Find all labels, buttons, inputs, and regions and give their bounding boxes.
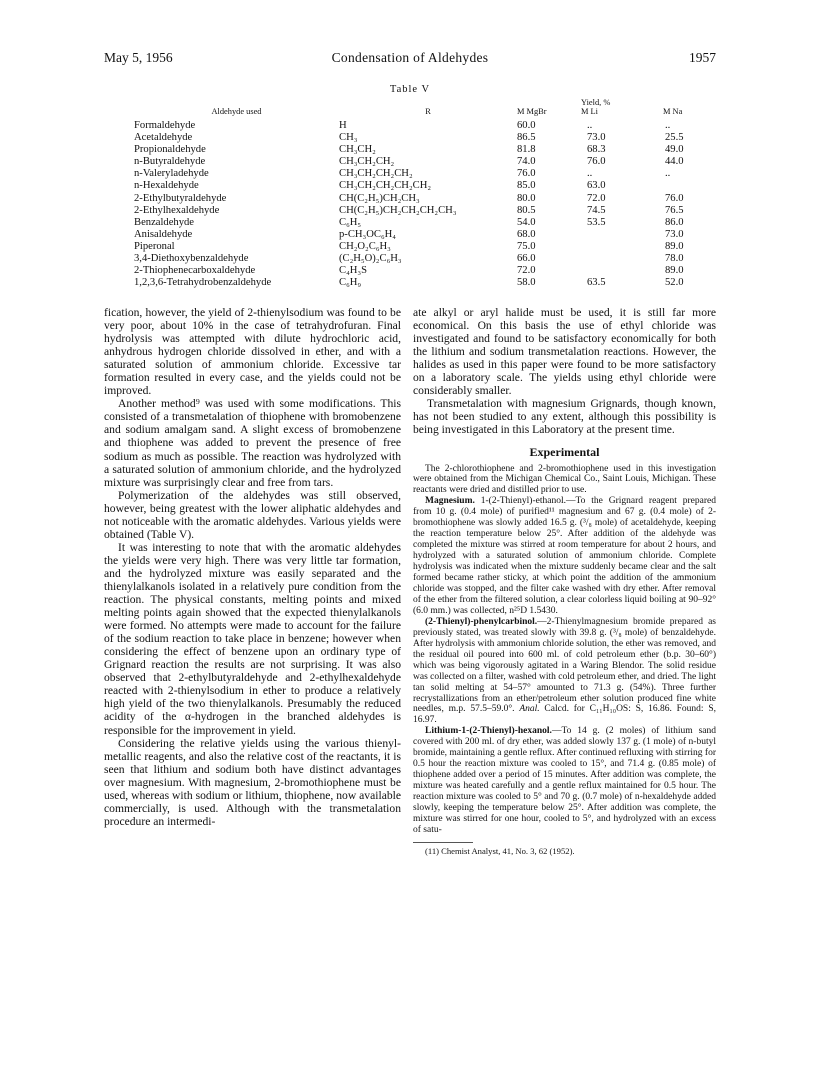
cell-na: 89.0	[665, 240, 684, 252]
header-page-number: 1957	[689, 50, 716, 65]
cell-li: 53.5	[587, 216, 606, 228]
cell-aldehyde: 2-Ethylhexaldehyde	[134, 204, 220, 216]
cell-li: 63.0	[587, 180, 606, 192]
cell-r: CH₂O₂C₆H₃	[339, 240, 391, 252]
cell-li: 74.5	[587, 204, 606, 216]
cell-aldehyde: Anisaldehyde	[134, 228, 193, 240]
cell-na: 76.5	[665, 204, 684, 216]
table-row	[134, 180, 722, 192]
cell-mgbr: 66.0	[517, 252, 536, 264]
cell-aldehyde: Piperonal	[134, 240, 175, 252]
cell-mgbr: 80.5	[517, 204, 536, 216]
table-row	[134, 229, 722, 241]
cell-li: 68.3	[587, 144, 606, 156]
cell-li: 73.0	[587, 132, 606, 144]
paragraph: The 2-chlorothiophene and 2-bromothiophene used in this investigation were obtained from the Michigan Chemical Co., Saint Louis, Michigan. These reactants were dried and distilled prior to use.	[413, 463, 716, 496]
left-column	[104, 306, 401, 828]
cell-li	[581, 229, 657, 241]
cell-mgbr: 80.0	[517, 192, 536, 204]
cell-mgbr: 86.5	[517, 132, 536, 144]
cell-li	[581, 265, 657, 277]
table-row	[134, 277, 722, 289]
paragraph: Transmetalation with magnesium Grignards, though known, has not been studied to any extent, although this possibility is being investigated in this Laboratory at the present time.	[413, 397, 716, 437]
cell-li: 72.0	[587, 192, 606, 204]
cell-r: C₆H₅	[339, 216, 362, 228]
cell-na	[657, 180, 722, 192]
cell-li: ..	[587, 120, 593, 132]
cell-aldehyde: 3,4-Diethoxybenzaldehyde	[134, 252, 249, 264]
cell-na: 25.5	[665, 132, 684, 144]
cell-na: 78.0	[665, 252, 684, 264]
table-row	[134, 168, 722, 180]
cell-mgbr: 72.0	[517, 264, 536, 276]
header-yield-label: Yield, %	[581, 98, 611, 107]
table-row	[134, 241, 722, 253]
cell-aldehyde: n-Hexaldehyde	[134, 180, 199, 192]
table-row	[134, 132, 722, 144]
table-row	[134, 265, 722, 277]
paragraph: Lithium-1-(2-Thienyl)-hexanol.—To 14 g. (2 moles) of lithium sand covered with 200 ml. of dry ether, was added slowly 137 g. (1 mole) of n-butyl bromide, maintaining a gentle reflux. After continued refluxing with stirring for 0.5 hour the reaction mixture was cooled to 15°, and 71.4 g. (0.85 mole) of thiophene added over a period of 15 minutes. After addition was complete, the mixture was heated carefully and a gentle reflux maintained for 0.5 hour. The reaction mixture was cooled to 5° and 70 g. (0.7 mole) of n-hexaldehyde added slowly, keeping the temperature below 25°. After addition was complete, the mixture was stirred for one hour, cooled to 5°, and hydrolyzed with an excess of satu-	[413, 726, 716, 835]
cell-na: 52.0	[665, 277, 684, 289]
cell-r: CH(C₂H₅)CH₂CH₃	[339, 192, 420, 204]
cell-r: CH₃CH₂CH₂CH₂CH₂	[339, 180, 432, 192]
paragraph: fication, however, the yield of 2-thienylsodium was found to be very poor, about 10% in the case of tetrahydrofuran. Final hydrolysis was attempted with dilute hydrochloric acid, anhydrous hydrogen chloride dissolved in ether, and with a saturated solution of ammonium chloride. Excessive tar formation resulted in every case, and the yields could not be improved.	[104, 306, 401, 398]
cell-mgbr: 76.0	[517, 168, 536, 180]
cell-li: 76.0	[587, 156, 606, 168]
table-title: Table V	[389, 84, 431, 95]
subheading: Lithium-1-(2-Thienyl)-hexanol.	[425, 726, 552, 737]
cell-na: ..	[665, 120, 671, 132]
header-title: Condensation of Aldehydes	[331, 50, 489, 65]
cell-mgbr: 75.0	[517, 240, 536, 252]
cell-aldehyde: n-Butyraldehyde	[134, 156, 206, 168]
cell-na: ..	[665, 168, 671, 180]
cell-na: 89.0	[665, 264, 684, 276]
cell-aldehyde: n-Valeryladehyde	[134, 168, 209, 180]
cell-mgbr: 74.0	[517, 156, 536, 168]
cell-li	[581, 241, 657, 253]
cell-li	[581, 253, 657, 265]
table-row	[134, 192, 722, 204]
header-mgbr: M MgBr	[517, 106, 547, 116]
paragraph: (2-Thienyl)-phenylcarbinol.—2-Thienylmagnesium bromide prepared as previously stated, was treated slowly with 39.8 g. (³/₈ mole) of benzaldehyde. After hydrolysis with ammonium chloride solution, the ether was removed, and the residual oil poured into 600 ml. of cold petroleum ether (b.p. 30–60°) which was being vigorously agitated in a Waring Blendor. The solid residue was collected on a filter, washed with cold petroleum ether, and dried. The light tan solid melting at 54–57° amounted to 71.3 g. (54%). Three further recrystallizations from an ether/petroleum ether solution produced fine white needles, m.p. 57.5–59.0°. Anal. Calcd. for C₁₁H₁₀OS: S, 16.86. Found: S, 16.97.	[413, 616, 716, 726]
cell-r: H	[339, 120, 347, 132]
table-row	[134, 120, 722, 132]
table-body	[134, 120, 722, 289]
cell-r: CH(C₂H₅)CH₂CH₂CH₂CH₃	[339, 204, 457, 216]
cell-mgbr: 85.0	[517, 180, 536, 192]
cell-aldehyde: 1,2,3,6-Tetrahydrobenzaldehyde	[134, 277, 272, 289]
running-header	[104, 50, 716, 70]
right-column	[413, 306, 716, 857]
cell-na: 49.0	[665, 144, 684, 156]
cell-aldehyde: Benzaldehyde	[134, 216, 195, 228]
header-date: May 5, 1956	[104, 50, 173, 65]
paragraph: It was interesting to note that with the aromatic aldehydes the yields were very high. There was very little tar formation, and the hydrolyzed mixture was easily separated and the thienylalkanols isolated in a relatively pure condition from the reaction. The physical constants, melting points and mixed melting points again showed that the expected thienylalkanols were formed. No attempts were made to account for the failure of the sodium reaction to take place in benzene; however when considering the effect of benzene upon an ordinary type of Grignard reaction the results are not surprising. It was also observed that 2-ethylbutyraldehyde and 2-ethylhexaldehyde reacted with 2-thienylsodium in ether to produce a relatively high yield of the two thienylalkanols. Presumably the reduced acidity of the α-hydrogen in the branched aldehydes is responsible for the improvement in yield.	[104, 540, 401, 737]
cell-na: 73.0	[665, 228, 684, 240]
table-row	[134, 144, 722, 156]
paragraph: Polymerization of the aldehydes was still observed, however, being greatest with the lower aliphatic aldehydes and not noticeable with the aromatic aldehydes. Various yields were obtained (Table V).	[104, 488, 401, 541]
header-na: M Na	[663, 106, 683, 116]
experimental-section	[413, 464, 716, 857]
cell-mgbr: 54.0	[517, 216, 536, 228]
cell-li: 63.5	[587, 277, 606, 289]
table-row	[134, 205, 722, 217]
cell-r: C₄H₃S	[339, 264, 367, 276]
cell-mgbr: 58.0	[517, 277, 536, 289]
cell-r: CH₃CH₂	[339, 144, 376, 156]
cell-r: CH₃	[339, 132, 358, 144]
yield-table	[134, 99, 722, 289]
cell-aldehyde: 2-Ethylbutyraldehyde	[134, 192, 227, 204]
table-row	[134, 156, 722, 168]
footnote: (11) Chemist Analyst, 41, No. 3, 62 (1952).	[425, 845, 575, 856]
cell-mgbr: 68.0	[517, 228, 536, 240]
cell-r: C₆H₉	[339, 277, 362, 289]
cell-r: CH₃CH₂CH₂CH₂	[339, 168, 413, 180]
section-heading: Experimental	[529, 445, 600, 460]
cell-r: (C₂H₅O)₂C₆H₃	[339, 252, 402, 264]
cell-na: 76.0	[665, 192, 684, 204]
header-li-label: M Li	[581, 106, 598, 116]
subheading: Magnesium.	[425, 496, 475, 507]
cell-aldehyde: Propionaldehyde	[134, 144, 206, 156]
header-li	[581, 99, 657, 120]
cell-r: CH₃CH₂CH₂	[339, 156, 395, 168]
subheading: (2-Thienyl)-phenylcarbinol.	[425, 616, 538, 627]
paragraph: Another method⁹ was used with some modifications. This consisted of a transmetalation of thiophene with bromobenzene and sodium amalgam sand. A slight excess of bromobenzene and thiophene was added to prevent the presence of free sodium as much as possible. The reaction was hydrolyzed with a saturated solution of ammonium chloride, and the hydrolyzed mixture was surprisingly clear and free from tars.	[104, 397, 401, 489]
header-aldehyde: Aldehyde used	[211, 106, 262, 116]
table-row	[134, 253, 722, 265]
paragraph: ate alkyl or aryl halide must be used, it is still far more economical. On this basis the use of ethyl chloride was investigated and found to be satisfactory economically for both the lithium and sodium transmetalation reactions. However, the halides as used in this paper were found to be more satisfactory on a laboratory scale. The yields using ethyl chloride were considerably smaller.	[413, 306, 716, 398]
cell-mgbr: 60.0	[517, 120, 536, 132]
paragraph: Considering the relative yields using the various thienyl-metallic reagents, and also the relative cost of the reactants, it is seen that lithium and sodium both have distinct advantages over magnesium. With magnesium, 2-bromothiophene must be used, whereas with sodium or lithium, thiophene, now available commercially, is used. Although with the transmetalation procedure an intermedi-	[104, 736, 401, 828]
paragraph: Magnesium. 1-(2-Thienyl)-ethanol.—To the Grignard reagent prepared from 10 g. (0.4 mole) of purified¹¹ magnesium and 67 g. (0.4 mole) of 2-bromothiophene was slowly added 16.5 g. (³/₈ mole) of acetaldehyde, keeping the reaction temperature below 25°. After addition of the aldehyde was completed the mixture was stirred at room temperature for about 2 hours, and hydrolyzed with a saturated solution of ammonium chloride. Complete hydrolysis was indicated when the mixture suddenly became clear and the salt formed became rather sticky, at which point the addition of the ammonium chloride was stopped, and the filter cake washed with dry ether. After removal of the ether from the filtered solution, a clear colorless liquid boiling at 90–92° (6.0 mm.) was collected, n²⁵D 1.5430.	[413, 496, 716, 616]
table-row	[134, 217, 722, 229]
footnote-rule	[413, 842, 473, 843]
cell-na: 86.0	[665, 216, 684, 228]
cell-na: 44.0	[665, 156, 684, 168]
cell-aldehyde: Formaldehyde	[134, 120, 196, 132]
cell-aldehyde: Acetaldehyde	[134, 132, 193, 144]
cell-li: ..	[587, 168, 593, 180]
cell-r: p-CH₃OC₆H₄	[339, 228, 396, 240]
header-r: R	[425, 106, 431, 116]
cell-mgbr: 81.8	[517, 144, 536, 156]
cell-aldehyde: 2-Thiophenecarboxaldehyde	[134, 264, 256, 276]
